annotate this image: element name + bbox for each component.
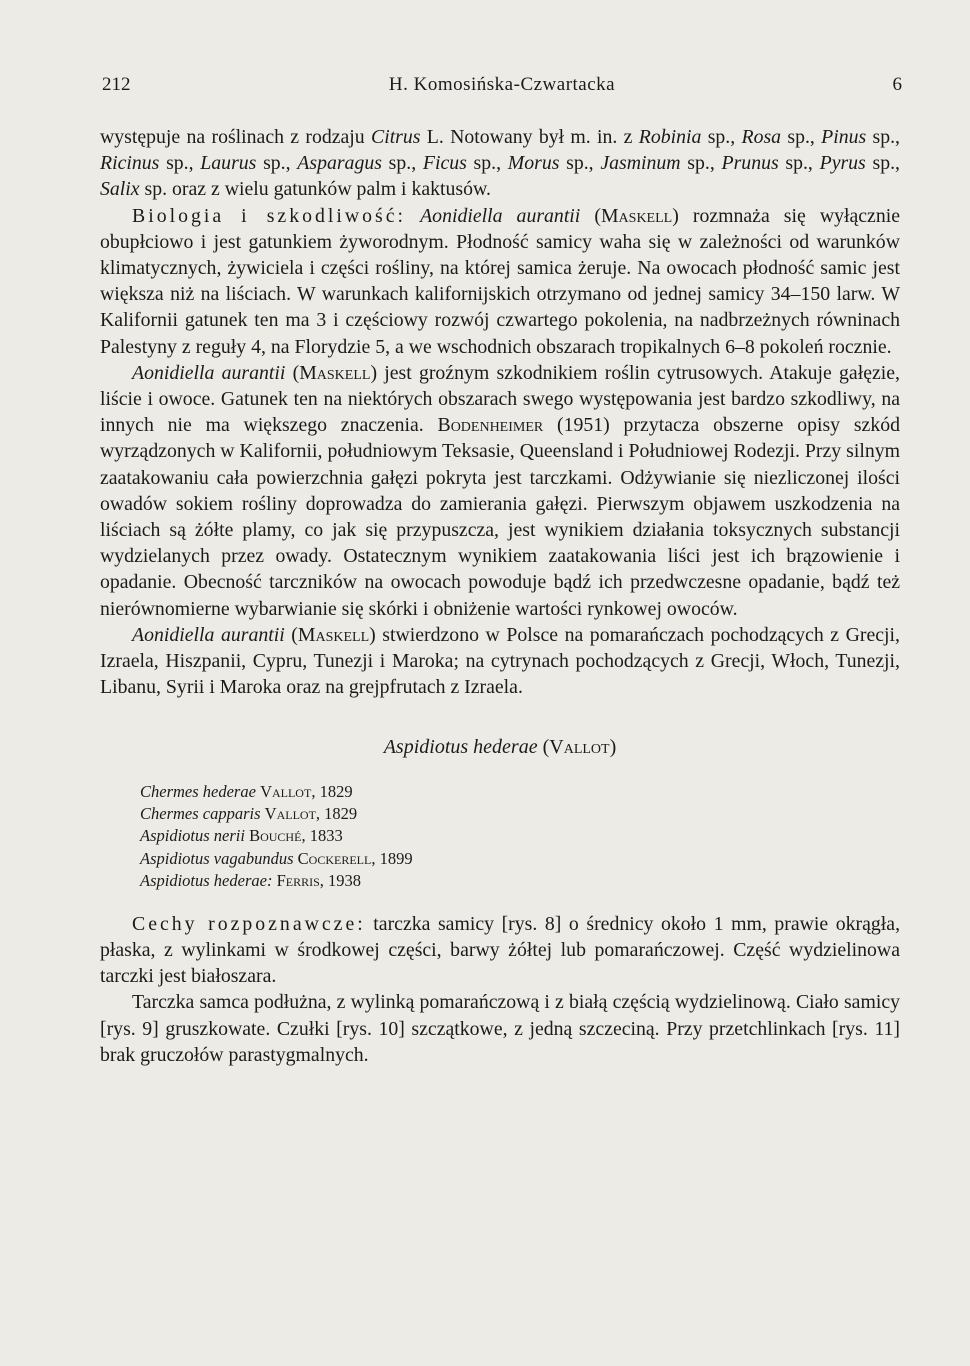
paragraph-male-scale: Tarczka samca podłużna, z wylinką pomarańczową i z białą częścią wydzielinową. Ciało samicy [rys. 9] gruszkowate. Czułki [rys. 10] szczątkowe, z jedną szczeciną. Przy przetchlinkach [rys. 11] brak gruczołów parastygmalnych. xyxy=(100,991,900,1066)
synonym-item: Aspidiotus hederae: Ferris, 1938 xyxy=(140,871,362,891)
section-heading-biology: Biologia i szkodliwość: xyxy=(132,204,407,227)
synonym-list xyxy=(140,781,900,893)
paragraph-diagnostic-features: Cechy rozpoznawcze: tarczka samicy [rys. 8] o średnicy około 1 mm, prawie okrągła, płaska, z wylinkami w środkowej części, barwy żółtej lub pomarańczowej. Część wydzielinowa tarczki jest białoszara. xyxy=(100,912,901,988)
synonym-item: Chermes hederae Vallot, 1829 xyxy=(140,781,353,801)
body-text xyxy=(100,124,900,1068)
paragraph-host-plants: występuje na roślinach z rodzaju Citrus L. Notowany był m. in. z Robinia sp., Rosa sp., Pinus sp., Ricinus sp., Laurus sp., Asparagus sp., Ficus sp., Morus sp., Jasminum sp., Prunus sp., Pyrus sp., Salix sp. oraz z wielu gatunków palm i kaktusów. xyxy=(100,126,901,201)
section-heading-features: Cechy rozpoznawcze: xyxy=(132,912,366,935)
synonym-item: Chermes capparis Vallot, 1829 xyxy=(140,804,358,824)
section-number: 6 xyxy=(892,74,902,95)
paragraph-poland-records: Aonidiella aurantii (Maskell) stwierdzono w Polsce na pomarańczach pochodzących z Grecji, Izraela, Hiszpanii, Cypru, Tunezji i Maroka; na cytrynach pochodzących z Grecji, Włoch, Tunezji, Libanu, Syrii i Maroka oraz na grejpfrutach z Izraela. xyxy=(100,623,900,699)
paragraph-damage: Aonidiella aurantii (Maskell) jest groźnym szkodnikiem roślin cytrusowych. Atakuje gałęzie, liście i owoce. Gatunek ten na niektórych obszarach swego występowania jest bardzo szkodliwy, na innych nie ma większego znaczenia. Bodenheimer (1951) przytacza obszerne opisy szkód wyrządzonych w Kalifornii, południowym Teksasie, Queensland i Południowej Rodezji. Przy silnym zaatakowaniu cała powierzchnia gałęzi pokryta jest tarczkami. Odżywianie się niezliczonej ilości owadów sokiem rośliny doprowadza do zamierania gałęzi. Pierwszym objawem uszkodzenia na liściach są żółte plamy, co jak się przypuszcza, jest wynikiem działania toksycznych substancji wydzielanych przez owady. Ostatecznym wynikiem zaatakowania liści jest ich brązowienie i opadanie. Obecność tarczników na owocach powoduje bądź ich przedwczesne opadanie, bądź też nierównomierne wybarwianie się skórki i obniżenie wartości rynkowej owoców. xyxy=(100,361,900,620)
synonym-item: Aspidiotus vagabundus Cockerell, 1899 xyxy=(140,848,413,868)
running-title: H. Komosińska-Czwartacka xyxy=(388,74,616,95)
paragraph-biology: Biologia i szkodliwość: Aonidiella aurantii (Maskell) rozmnaża się wyłącznie obupłciowo i jest gatunkiem żyworodnym. Płodność samicy waha się w zależności od warunków klimatycznych, żywiciela i części rośliny, na której samica żeruje. Na owocach płodność samic jest większa niż na liściach. W warunkach kalifornijskich otrzymano od jednej samicy 34–150 larw. W Kalifornii gatunek ten ma 3 i częściowy rozwój czwartego pokolenia, na nadbrzeżnych równinach Palestyny z reguły 4, na Florydzie 5, a we wschodnich obszarach tropikalnych 6–8 pokoleń rocznie. xyxy=(100,204,900,358)
page-number: 212 xyxy=(102,74,131,95)
running-header xyxy=(102,74,902,104)
species-title: Aspidiotus hederae (Vallot) xyxy=(383,736,617,759)
synonym-item: Aspidiotus nerii Bouché, 1833 xyxy=(140,826,343,846)
